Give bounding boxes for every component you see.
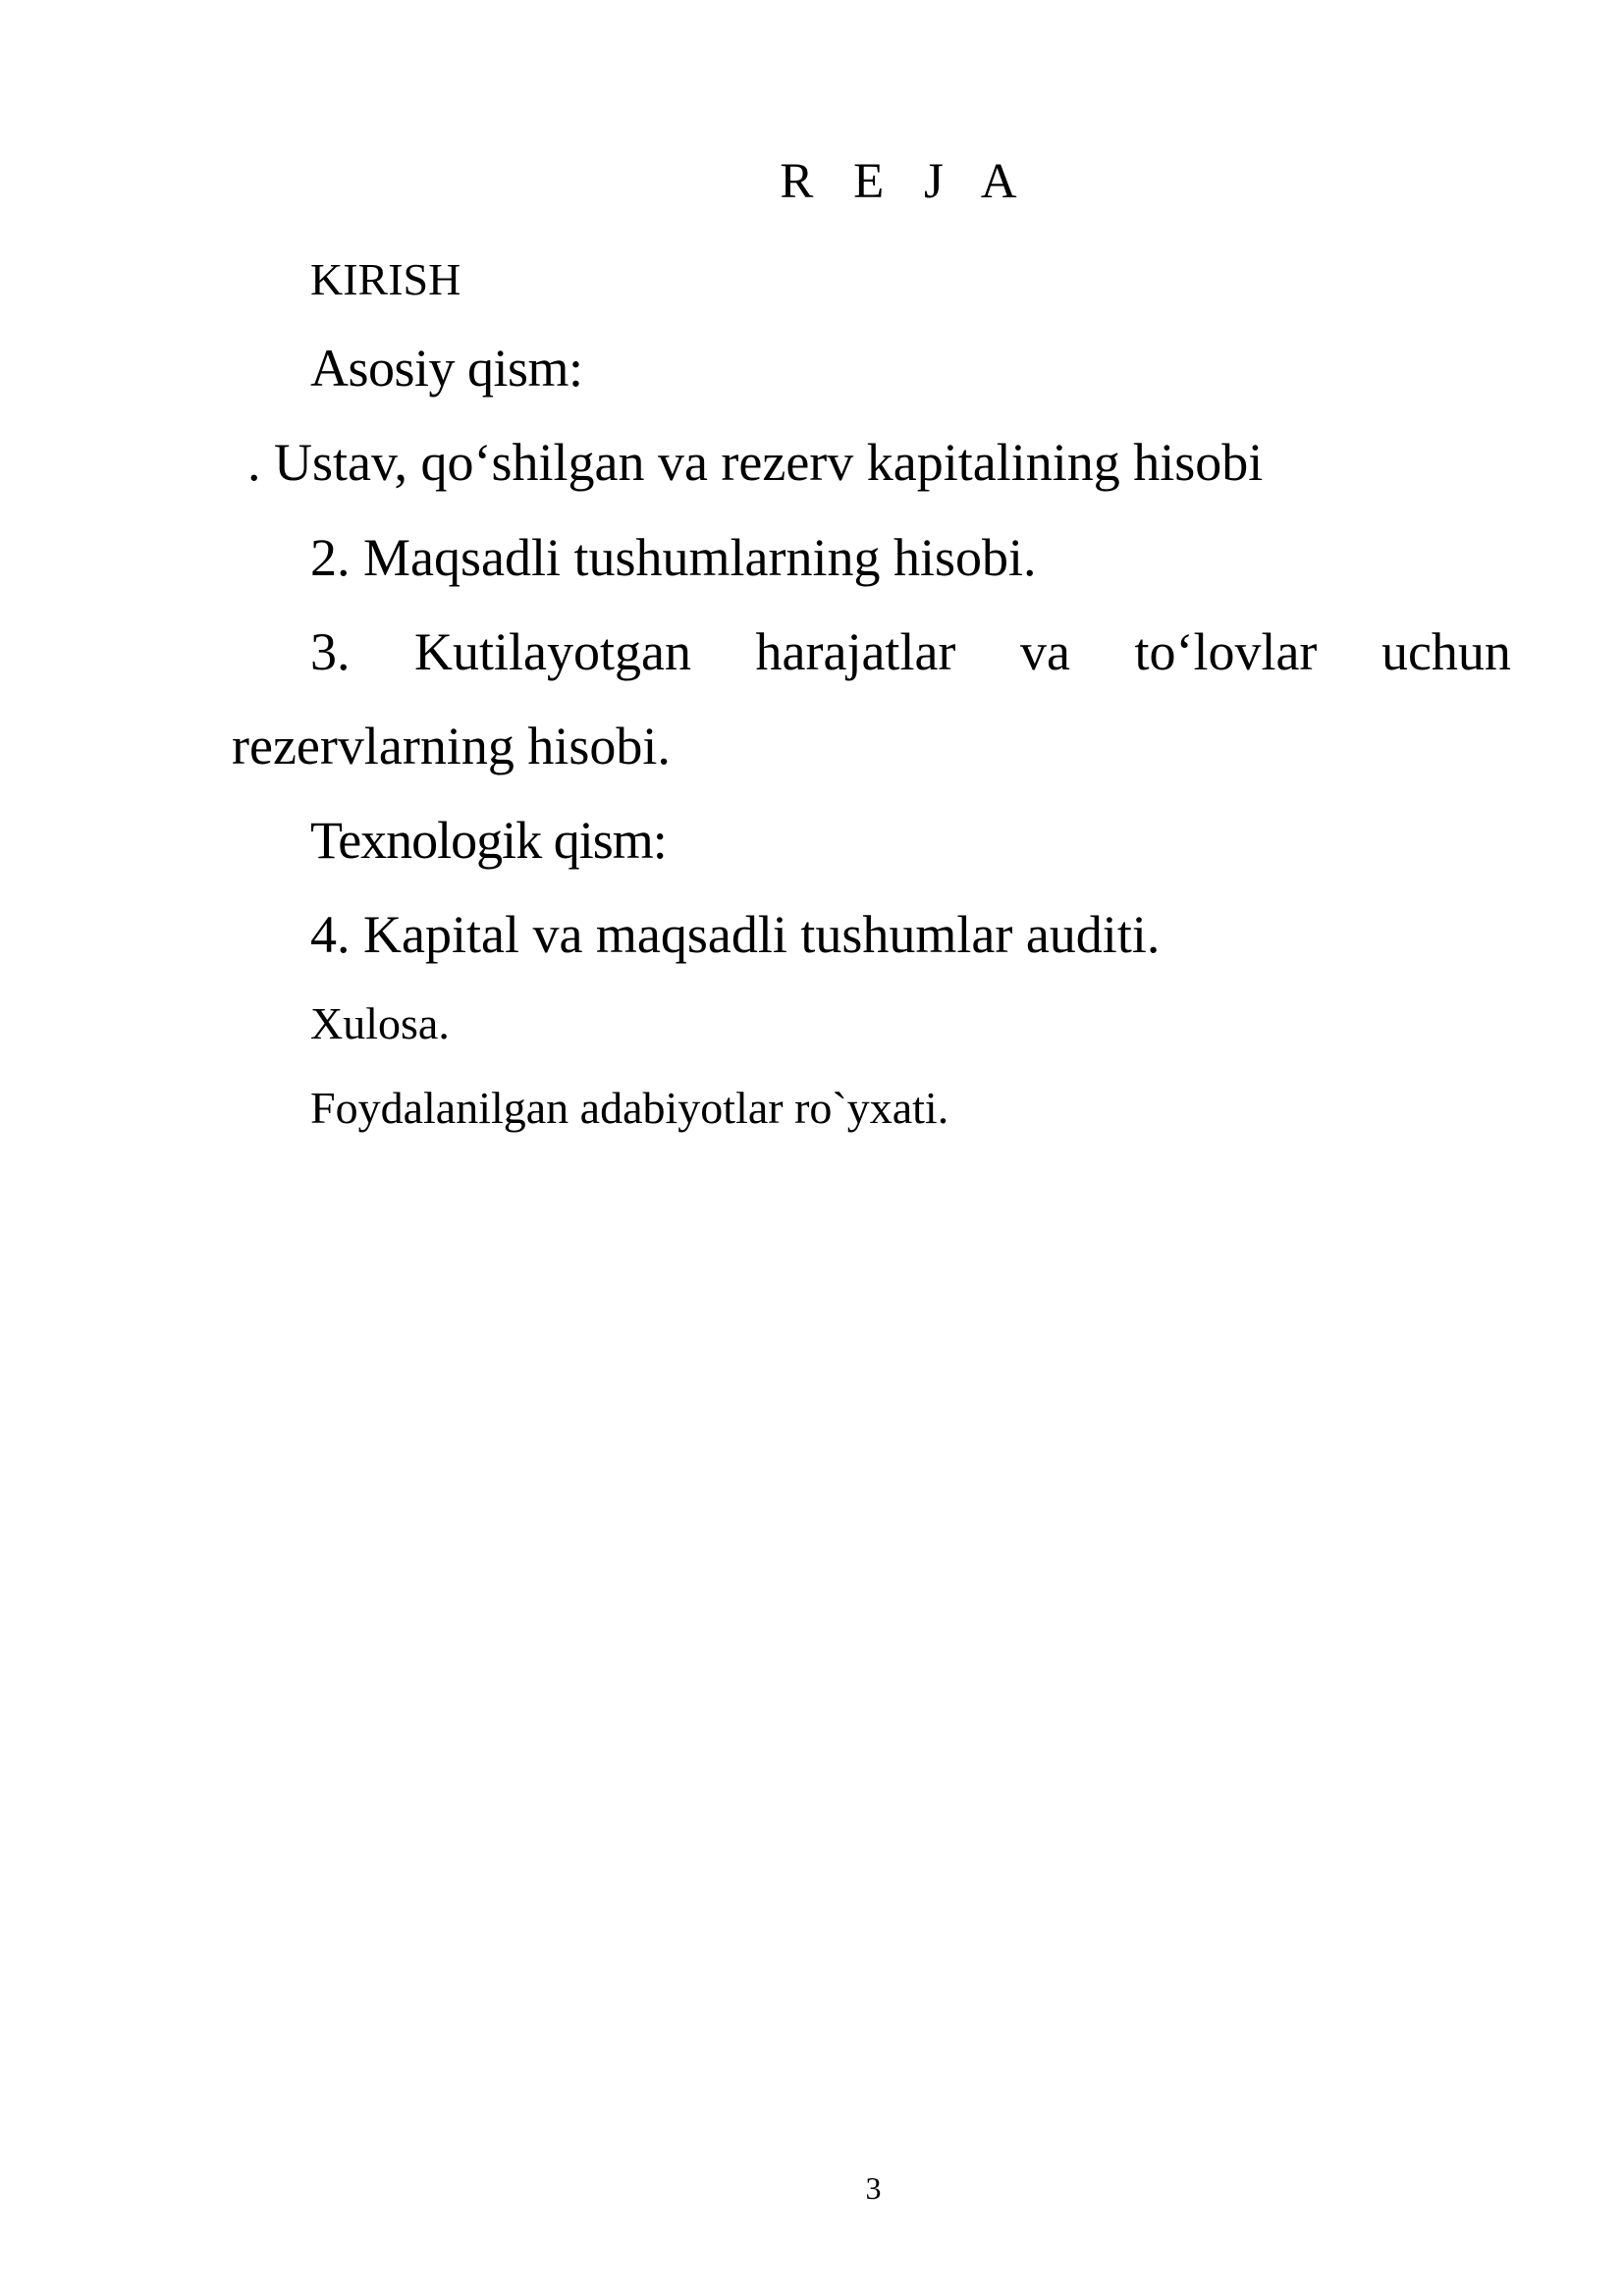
outline-item-3-word: Kutilayotgan bbox=[414, 622, 691, 681]
outline-item-1: . Ustav, qo‘shilgan va rezerv kapitalining hisobi bbox=[247, 433, 1264, 492]
outline-item-3-word: harajatlar bbox=[755, 622, 956, 681]
outline-item-2: 2. Maqsadli tushumlarning hisobi. bbox=[310, 528, 1037, 587]
outline-item-3-line-1 bbox=[310, 622, 1511, 681]
outline-heading-technological-part: Texnologik qism: bbox=[310, 811, 667, 870]
outline-item-3-word: 3. bbox=[310, 622, 351, 681]
outline-heading-main-part: Asosiy qism: bbox=[310, 339, 583, 398]
outline-item-3-line-2: rezervlarning hisobi. bbox=[232, 717, 671, 775]
page-number: 3 bbox=[865, 2170, 882, 2206]
outline-item-3-word: va bbox=[1019, 622, 1070, 681]
outline-item-4: 4. Kapital va maqsadli tushumlar auditi. bbox=[310, 905, 1161, 964]
outline-item-conclusion: Xulosa. bbox=[310, 998, 450, 1048]
outline-item-3-word: to‘lovlar bbox=[1134, 622, 1318, 681]
outline-item-introduction: KIRISH bbox=[310, 254, 461, 304]
page-title: R E J A bbox=[780, 154, 1031, 209]
outline-item-references: Foydalanilgan adabiyotlar ro`yxati. bbox=[310, 1083, 949, 1133]
outline-item-3-word: uchun bbox=[1380, 622, 1511, 681]
